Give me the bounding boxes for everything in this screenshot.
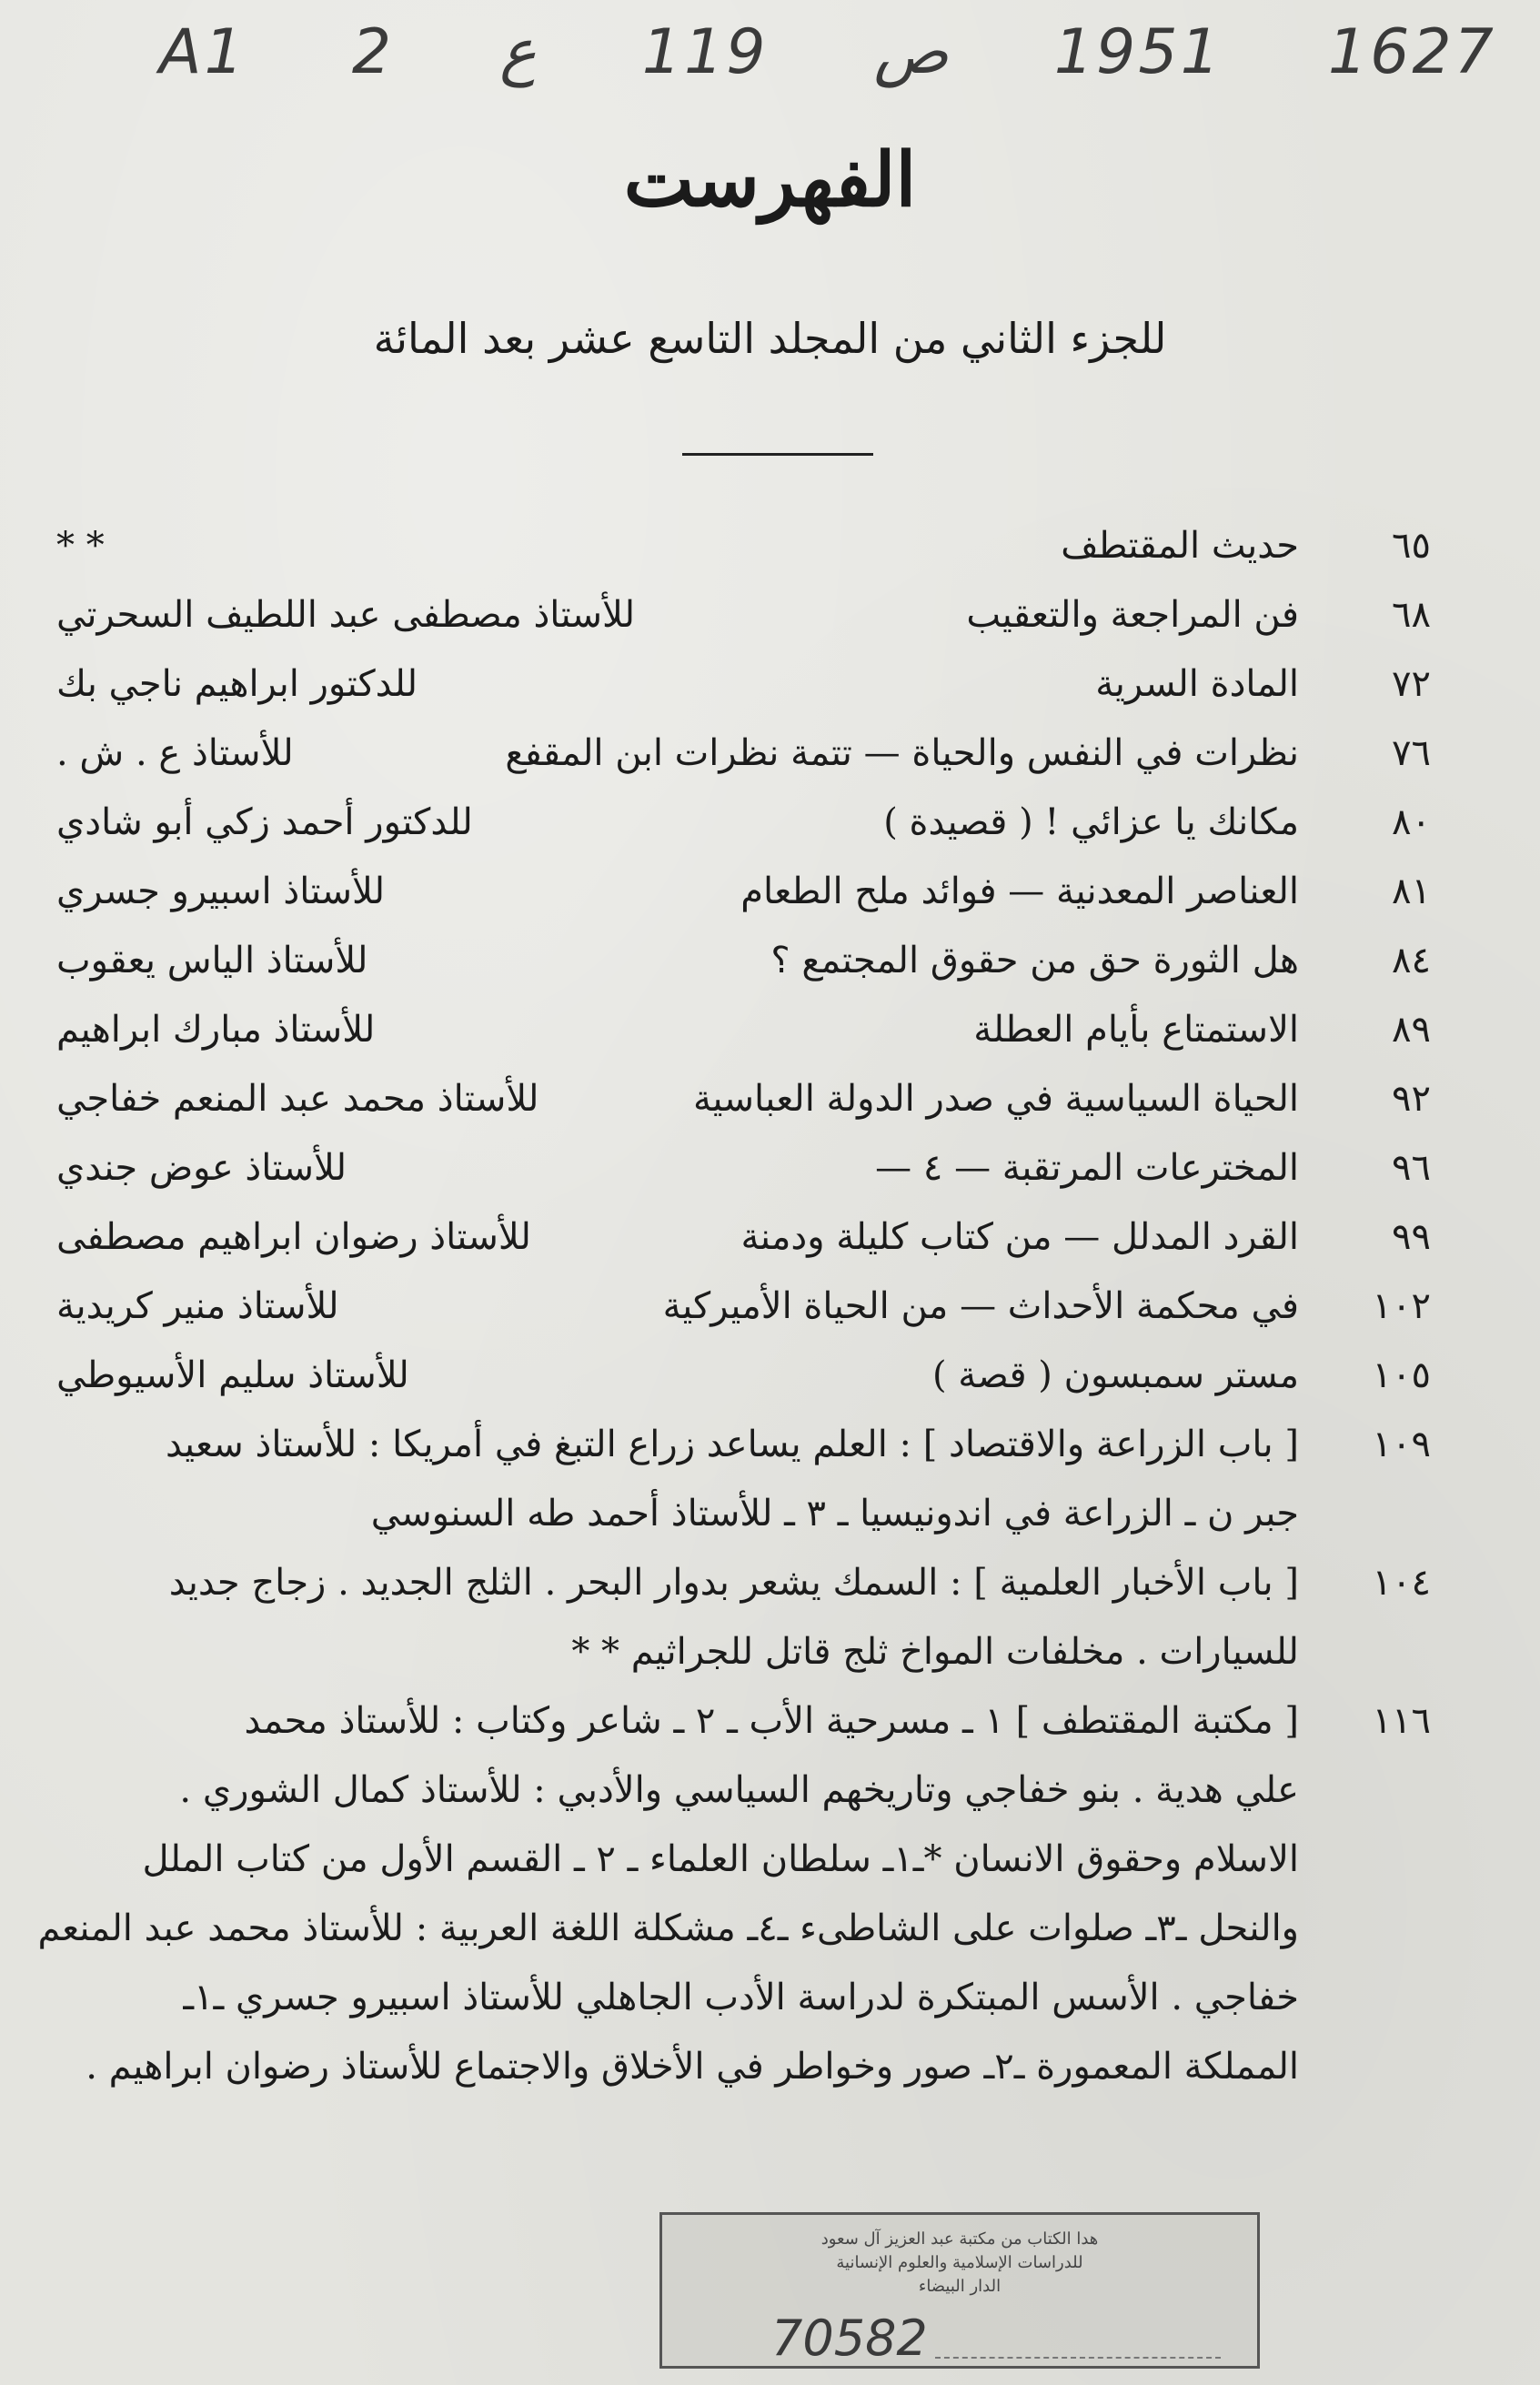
toc-author: للأستاذ سليم الأسيوطي <box>56 1354 409 1396</box>
toc-row <box>56 511 1434 580</box>
toc-section-block <box>56 1548 1434 1686</box>
note-part: ص <box>873 16 949 88</box>
toc-page-number: ١٠٢ <box>1372 1285 1431 1327</box>
toc-row <box>56 995 1434 1064</box>
toc-page-number: ٩٢ <box>1392 1078 1431 1120</box>
toc-article-title: العناصر المعدنية — فوائد ملح الطعام <box>740 870 1299 912</box>
toc-section-line: علي هدية . بنو خفاجي وتاريخهم السياسي والأدبي : للأستاذ كمال الشوري . <box>179 1769 1299 1811</box>
toc-author: للأستاذ منير كريدية <box>56 1285 339 1327</box>
toc-section-line: والنحل ـ٣ـ صلوات على الشاطىء ـ٤ـ مشكلة اللغة العربية : للأستاذ محمد عبد المنعم <box>37 1907 1299 1949</box>
toc-author: للدكتور أحمد زكي أبو شادي <box>56 801 473 843</box>
toc-section-text <box>56 1410 1326 1548</box>
note-part: 1627 <box>1327 16 1496 88</box>
toc-page-number: ٨٩ <box>1392 1009 1431 1051</box>
toc-row <box>56 649 1434 719</box>
toc-section-line: [ مكتبة المقتطف ] ١ ـ مسرحية الأب ـ ٢ ـ شاعر وكتاب : للأستاذ محمد <box>244 1700 1299 1742</box>
toc-article-title: المخترعات المرتقبة — ٤ — <box>875 1147 1299 1189</box>
toc-page-number: ٨٤ <box>1392 940 1431 981</box>
handwritten-catalog-note <box>159 16 1496 88</box>
toc-article-title: حديث المقتطف <box>1061 525 1299 567</box>
toc-row <box>56 1133 1434 1203</box>
toc-page-number: ١٠٩ <box>1372 1424 1431 1465</box>
stamp-line: هدا الكتاب من مكتبة عبد العزيز آل سعود <box>820 2229 1099 2249</box>
toc-page-number: ٧٢ <box>1392 663 1431 705</box>
toc-article-title: في محكمة الأحداث — من الحياة الأميركية <box>662 1285 1299 1327</box>
toc-section-line: جبر ن ـ الزراعة في اندونيسيا ـ ٣ ـ للأستاذ أحمد طه السنوسي <box>370 1493 1299 1535</box>
note-part: ع <box>499 16 537 88</box>
toc-page-number: ٨١ <box>1392 870 1431 912</box>
toc-section-line: المملكة المعمورة ـ٢ـ صور وخواطر في الأخلاق والاجتماع للأستاذ رضوان ابراهيم . <box>86 2046 1299 2088</box>
toc-author: للأستاذ الياس يعقوب <box>56 940 368 981</box>
toc-page-number: ١١٦ <box>1372 1700 1431 1742</box>
toc-section-line: للسيارات . مخلفات المواخ ثلج قاتل للجراثيم * * <box>571 1631 1299 1673</box>
toc-author: للأستاذ رضوان ابراهيم مصطفى <box>56 1216 531 1258</box>
toc-page-number: ٧٦ <box>1392 732 1431 774</box>
toc-section-line: [ باب الأخبار العلمية ] : السمك يشعر بدوار البحر . الثلج الجديد . زجاج جديد <box>168 1562 1299 1604</box>
toc-author: للأستاذ اسبيرو جسري <box>56 870 386 912</box>
toc-author: للأستاذ مصطفى عبد اللطيف السحرتي <box>56 594 636 636</box>
toc-author: للدكتور ابراهيم ناجي بك <box>56 663 418 705</box>
toc-row <box>56 1341 1434 1410</box>
toc-row <box>56 1272 1434 1341</box>
toc-page-number: ٦٨ <box>1392 594 1431 636</box>
toc-author: للأستاذ عوض جندي <box>56 1147 347 1189</box>
table-of-contents <box>37 511 1434 2101</box>
note-part: 119 <box>641 16 769 88</box>
toc-author: للأستاذ محمد عبد المنعم خفاجي <box>56 1078 539 1120</box>
toc-page-number: ١٠٤ <box>1372 1562 1431 1604</box>
toc-section-block <box>56 1410 1434 1548</box>
toc-page-number: ٦٥ <box>1392 525 1431 567</box>
toc-article-title: القرد المدلل — من كتاب كليلة ودمنة <box>740 1216 1299 1258</box>
toc-row <box>56 580 1434 649</box>
toc-page-number: ٩٦ <box>1392 1147 1431 1189</box>
toc-page-number: ٩٩ <box>1392 1216 1431 1258</box>
stamp-rule <box>935 2357 1221 2359</box>
toc-section-line: الاسلام وحقوق الانسان *ـ١ـ سلطان العلماء ـ ٢ ـ القسم الأول من كتاب الملل <box>142 1838 1299 1880</box>
toc-article-title: فن المراجعة والتعقيب <box>966 594 1299 636</box>
toc-article-title: هل الثورة حق من حقوق المجتمع ؟ <box>770 940 1299 981</box>
toc-article-title: المادة السرية <box>1095 663 1299 705</box>
toc-page-number: ٨٠ <box>1392 801 1431 843</box>
note-part: 1951 <box>1053 16 1223 88</box>
page-subtitle: للجزء الثاني من المجلد التاسع عشر بعد المائة <box>373 314 1167 363</box>
divider <box>682 453 873 456</box>
note-part: A1 <box>159 16 247 88</box>
toc-row <box>56 926 1434 995</box>
toc-section-text <box>37 1686 1326 2101</box>
toc-author: للأستاذ مبارك ابراهيم <box>56 1009 376 1051</box>
toc-article-title: نظرات في النفس والحياة — تتمة نظرات ابن المقفع <box>505 732 1299 774</box>
toc-article-title: مكانك يا عزائي ! ( قصيدة ) <box>883 801 1299 843</box>
toc-page-number: ١٠٥ <box>1372 1354 1431 1396</box>
toc-section-line: خفاجي . الأسس المبتكرة لدراسة الأدب الجاهلي للأستاذ اسبيرو جسري ـ١ـ <box>183 1977 1299 2018</box>
toc-row <box>56 1064 1434 1133</box>
toc-author: * * <box>56 525 105 567</box>
toc-article-title: مستر سمبسون ( قصة ) <box>931 1354 1299 1396</box>
page-title: الفهرست <box>623 136 917 224</box>
toc-section-block <box>37 1686 1434 2101</box>
toc-section-text <box>56 1548 1326 1686</box>
toc-section-line: [ باب الزراعة والاقتصاد ] : العلم يساعد زراع التبغ في أمريكا : للأستاذ سعيد <box>165 1424 1299 1465</box>
toc-author: للأستاذ ع . ش . <box>56 732 294 774</box>
library-stamp <box>659 2212 1260 2369</box>
toc-article-title: الحياة السياسية في صدر الدولة العباسية <box>692 1078 1299 1120</box>
stamp-accession-number: 70582 <box>771 2310 928 2367</box>
toc-article-title: الاستمتاع بأيام العطلة <box>973 1009 1299 1051</box>
toc-row <box>56 788 1434 857</box>
toc-row <box>56 719 1434 788</box>
stamp-line: الدار البيضاء <box>918 2277 1002 2296</box>
note-part: 2 <box>351 16 395 88</box>
toc-row <box>56 1203 1434 1272</box>
toc-row <box>56 857 1434 926</box>
stamp-line: للدراسات الإسلامية والعلوم الإنسانية <box>836 2253 1083 2272</box>
